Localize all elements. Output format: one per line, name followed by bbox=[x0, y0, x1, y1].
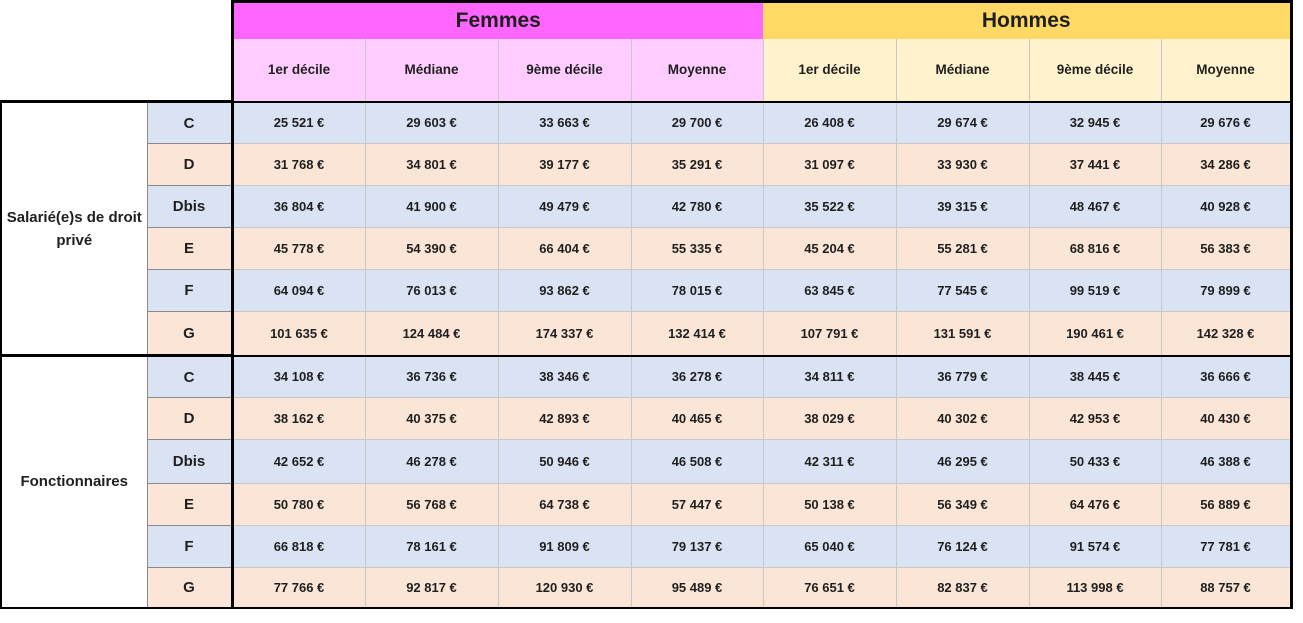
salary-cell: 29 603 € bbox=[365, 102, 498, 144]
salary-cell: 36 278 € bbox=[631, 356, 763, 398]
salary-cell: 49 479 € bbox=[498, 186, 631, 228]
salary-cell: 29 700 € bbox=[631, 102, 763, 144]
category-label: E bbox=[147, 228, 232, 270]
salary-cell: 55 281 € bbox=[896, 228, 1029, 270]
salary-cell: 91 809 € bbox=[498, 526, 631, 568]
salary-cell: 56 349 € bbox=[896, 484, 1029, 526]
category-label: Dbis bbox=[147, 440, 232, 484]
column-header: Moyenne bbox=[631, 39, 763, 102]
category-label: Dbis bbox=[147, 186, 232, 228]
salary-cell: 33 930 € bbox=[896, 144, 1029, 186]
category-label: E bbox=[147, 484, 232, 526]
salary-cell: 54 390 € bbox=[365, 228, 498, 270]
hommes-group-header: Hommes bbox=[763, 2, 1291, 39]
category-label: F bbox=[147, 270, 232, 312]
column-header: 1er décile bbox=[232, 39, 365, 102]
salary-cell: 64 094 € bbox=[232, 270, 365, 312]
salary-cell: 99 519 € bbox=[1029, 270, 1161, 312]
salary-cell: 107 791 € bbox=[763, 312, 896, 356]
table-body bbox=[1, 102, 1291, 608]
category-label: C bbox=[147, 102, 232, 144]
table-row bbox=[1, 228, 1291, 270]
salary-cell: 132 414 € bbox=[631, 312, 763, 356]
salary-cell: 92 817 € bbox=[365, 568, 498, 608]
column-header: Moyenne bbox=[1161, 39, 1291, 102]
salary-cell: 56 889 € bbox=[1161, 484, 1291, 526]
salary-cell: 174 337 € bbox=[498, 312, 631, 356]
salary-cell: 35 291 € bbox=[631, 144, 763, 186]
salary-cell: 32 945 € bbox=[1029, 102, 1161, 144]
salary-cell: 40 465 € bbox=[631, 398, 763, 440]
salary-cell: 42 652 € bbox=[232, 440, 365, 484]
salary-cell: 39 315 € bbox=[896, 186, 1029, 228]
salary-cell: 57 447 € bbox=[631, 484, 763, 526]
salary-cell: 120 930 € bbox=[498, 568, 631, 608]
corner-blank bbox=[1, 39, 232, 102]
salary-cell: 66 818 € bbox=[232, 526, 365, 568]
column-header: Médiane bbox=[365, 39, 498, 102]
category-label: F bbox=[147, 526, 232, 568]
salary-cell: 142 328 € bbox=[1161, 312, 1291, 356]
salary-cell: 93 862 € bbox=[498, 270, 631, 312]
salary-cell: 68 816 € bbox=[1029, 228, 1161, 270]
salary-cell: 37 441 € bbox=[1029, 144, 1161, 186]
salary-cell: 31 097 € bbox=[763, 144, 896, 186]
salary-cell: 190 461 € bbox=[1029, 312, 1161, 356]
salary-cell: 34 108 € bbox=[232, 356, 365, 398]
salary-cell: 76 651 € bbox=[763, 568, 896, 608]
salary-cell: 131 591 € bbox=[896, 312, 1029, 356]
salary-cell: 46 508 € bbox=[631, 440, 763, 484]
salary-cell: 50 946 € bbox=[498, 440, 631, 484]
salary-cell: 42 780 € bbox=[631, 186, 763, 228]
column-header: 1er décile bbox=[763, 39, 896, 102]
salary-cell: 41 900 € bbox=[365, 186, 498, 228]
category-label: G bbox=[147, 312, 232, 356]
salary-cell: 40 302 € bbox=[896, 398, 1029, 440]
salary-cell: 55 335 € bbox=[631, 228, 763, 270]
salary-cell: 76 013 € bbox=[365, 270, 498, 312]
table-row bbox=[1, 102, 1291, 144]
category-label: C bbox=[147, 356, 232, 398]
salary-cell: 29 676 € bbox=[1161, 102, 1291, 144]
salary-cell: 64 738 € bbox=[498, 484, 631, 526]
table-row bbox=[1, 568, 1291, 608]
salary-cell: 91 574 € bbox=[1029, 526, 1161, 568]
salary-cell: 64 476 € bbox=[1029, 484, 1161, 526]
salary-cell: 40 375 € bbox=[365, 398, 498, 440]
sector-label: Fonctionnaires bbox=[1, 356, 147, 608]
salary-cell: 34 286 € bbox=[1161, 144, 1291, 186]
table-row bbox=[1, 186, 1291, 228]
salary-cell: 63 845 € bbox=[763, 270, 896, 312]
salary-cell: 38 029 € bbox=[763, 398, 896, 440]
salary-cell: 48 467 € bbox=[1029, 186, 1161, 228]
salary-cell: 76 124 € bbox=[896, 526, 1029, 568]
salary-cell: 36 736 € bbox=[365, 356, 498, 398]
sector-label: Salarié(e)s de droit privé bbox=[1, 102, 147, 356]
salary-cell: 38 445 € bbox=[1029, 356, 1161, 398]
salary-cell: 77 766 € bbox=[232, 568, 365, 608]
salary-cell: 50 433 € bbox=[1029, 440, 1161, 484]
corner-blank bbox=[1, 2, 232, 39]
salary-cell: 113 998 € bbox=[1029, 568, 1161, 608]
table-row bbox=[1, 356, 1291, 398]
salary-cell: 34 801 € bbox=[365, 144, 498, 186]
salary-cell: 25 521 € bbox=[232, 102, 365, 144]
salary-cell: 45 204 € bbox=[763, 228, 896, 270]
salary-cell: 101 635 € bbox=[232, 312, 365, 356]
salary-cell: 34 811 € bbox=[763, 356, 896, 398]
salary-cell: 39 177 € bbox=[498, 144, 631, 186]
column-header: 9ème décile bbox=[1029, 39, 1161, 102]
table-row bbox=[1, 270, 1291, 312]
salary-cell: 40 928 € bbox=[1161, 186, 1291, 228]
table-row bbox=[1, 440, 1291, 484]
salary-cell: 45 778 € bbox=[232, 228, 365, 270]
salary-cell: 50 780 € bbox=[232, 484, 365, 526]
salary-cell: 82 837 € bbox=[896, 568, 1029, 608]
salary-cell: 56 768 € bbox=[365, 484, 498, 526]
salary-cell: 46 278 € bbox=[365, 440, 498, 484]
category-label: G bbox=[147, 568, 232, 608]
salary-cell: 77 781 € bbox=[1161, 526, 1291, 568]
salary-cell: 78 015 € bbox=[631, 270, 763, 312]
salary-cell: 33 663 € bbox=[498, 102, 631, 144]
salary-cell: 36 804 € bbox=[232, 186, 365, 228]
salary-cell: 42 311 € bbox=[763, 440, 896, 484]
salary-cell: 77 545 € bbox=[896, 270, 1029, 312]
salary-cell: 124 484 € bbox=[365, 312, 498, 356]
group-header-row bbox=[1, 2, 1291, 39]
category-label: D bbox=[147, 144, 232, 186]
table-row bbox=[1, 526, 1291, 568]
salary-cell: 50 138 € bbox=[763, 484, 896, 526]
column-header-row bbox=[1, 39, 1291, 102]
salary-cell: 38 346 € bbox=[498, 356, 631, 398]
salary-cell: 66 404 € bbox=[498, 228, 631, 270]
salary-cell: 79 137 € bbox=[631, 526, 763, 568]
column-header: 9ème décile bbox=[498, 39, 631, 102]
category-label: D bbox=[147, 398, 232, 440]
salary-cell: 38 162 € bbox=[232, 398, 365, 440]
salary-cell: 88 757 € bbox=[1161, 568, 1291, 608]
salary-cell: 46 295 € bbox=[896, 440, 1029, 484]
salary-cell: 36 779 € bbox=[896, 356, 1029, 398]
salary-cell: 95 489 € bbox=[631, 568, 763, 608]
salary-cell: 42 953 € bbox=[1029, 398, 1161, 440]
salary-cell: 29 674 € bbox=[896, 102, 1029, 144]
table-row bbox=[1, 484, 1291, 526]
salary-cell: 65 040 € bbox=[763, 526, 896, 568]
femmes-group-header: Femmes bbox=[232, 2, 763, 39]
salary-cell: 40 430 € bbox=[1161, 398, 1291, 440]
salary-cell: 35 522 € bbox=[763, 186, 896, 228]
table-row bbox=[1, 398, 1291, 440]
table-row bbox=[1, 312, 1291, 356]
table-row bbox=[1, 144, 1291, 186]
salary-cell: 56 383 € bbox=[1161, 228, 1291, 270]
salary-cell: 79 899 € bbox=[1161, 270, 1291, 312]
salary-cell: 36 666 € bbox=[1161, 356, 1291, 398]
column-header: Médiane bbox=[896, 39, 1029, 102]
salary-cell: 31 768 € bbox=[232, 144, 365, 186]
salary-cell: 46 388 € bbox=[1161, 440, 1291, 484]
salary-cell: 42 893 € bbox=[498, 398, 631, 440]
salary-cell: 26 408 € bbox=[763, 102, 896, 144]
salary-cell: 78 161 € bbox=[365, 526, 498, 568]
